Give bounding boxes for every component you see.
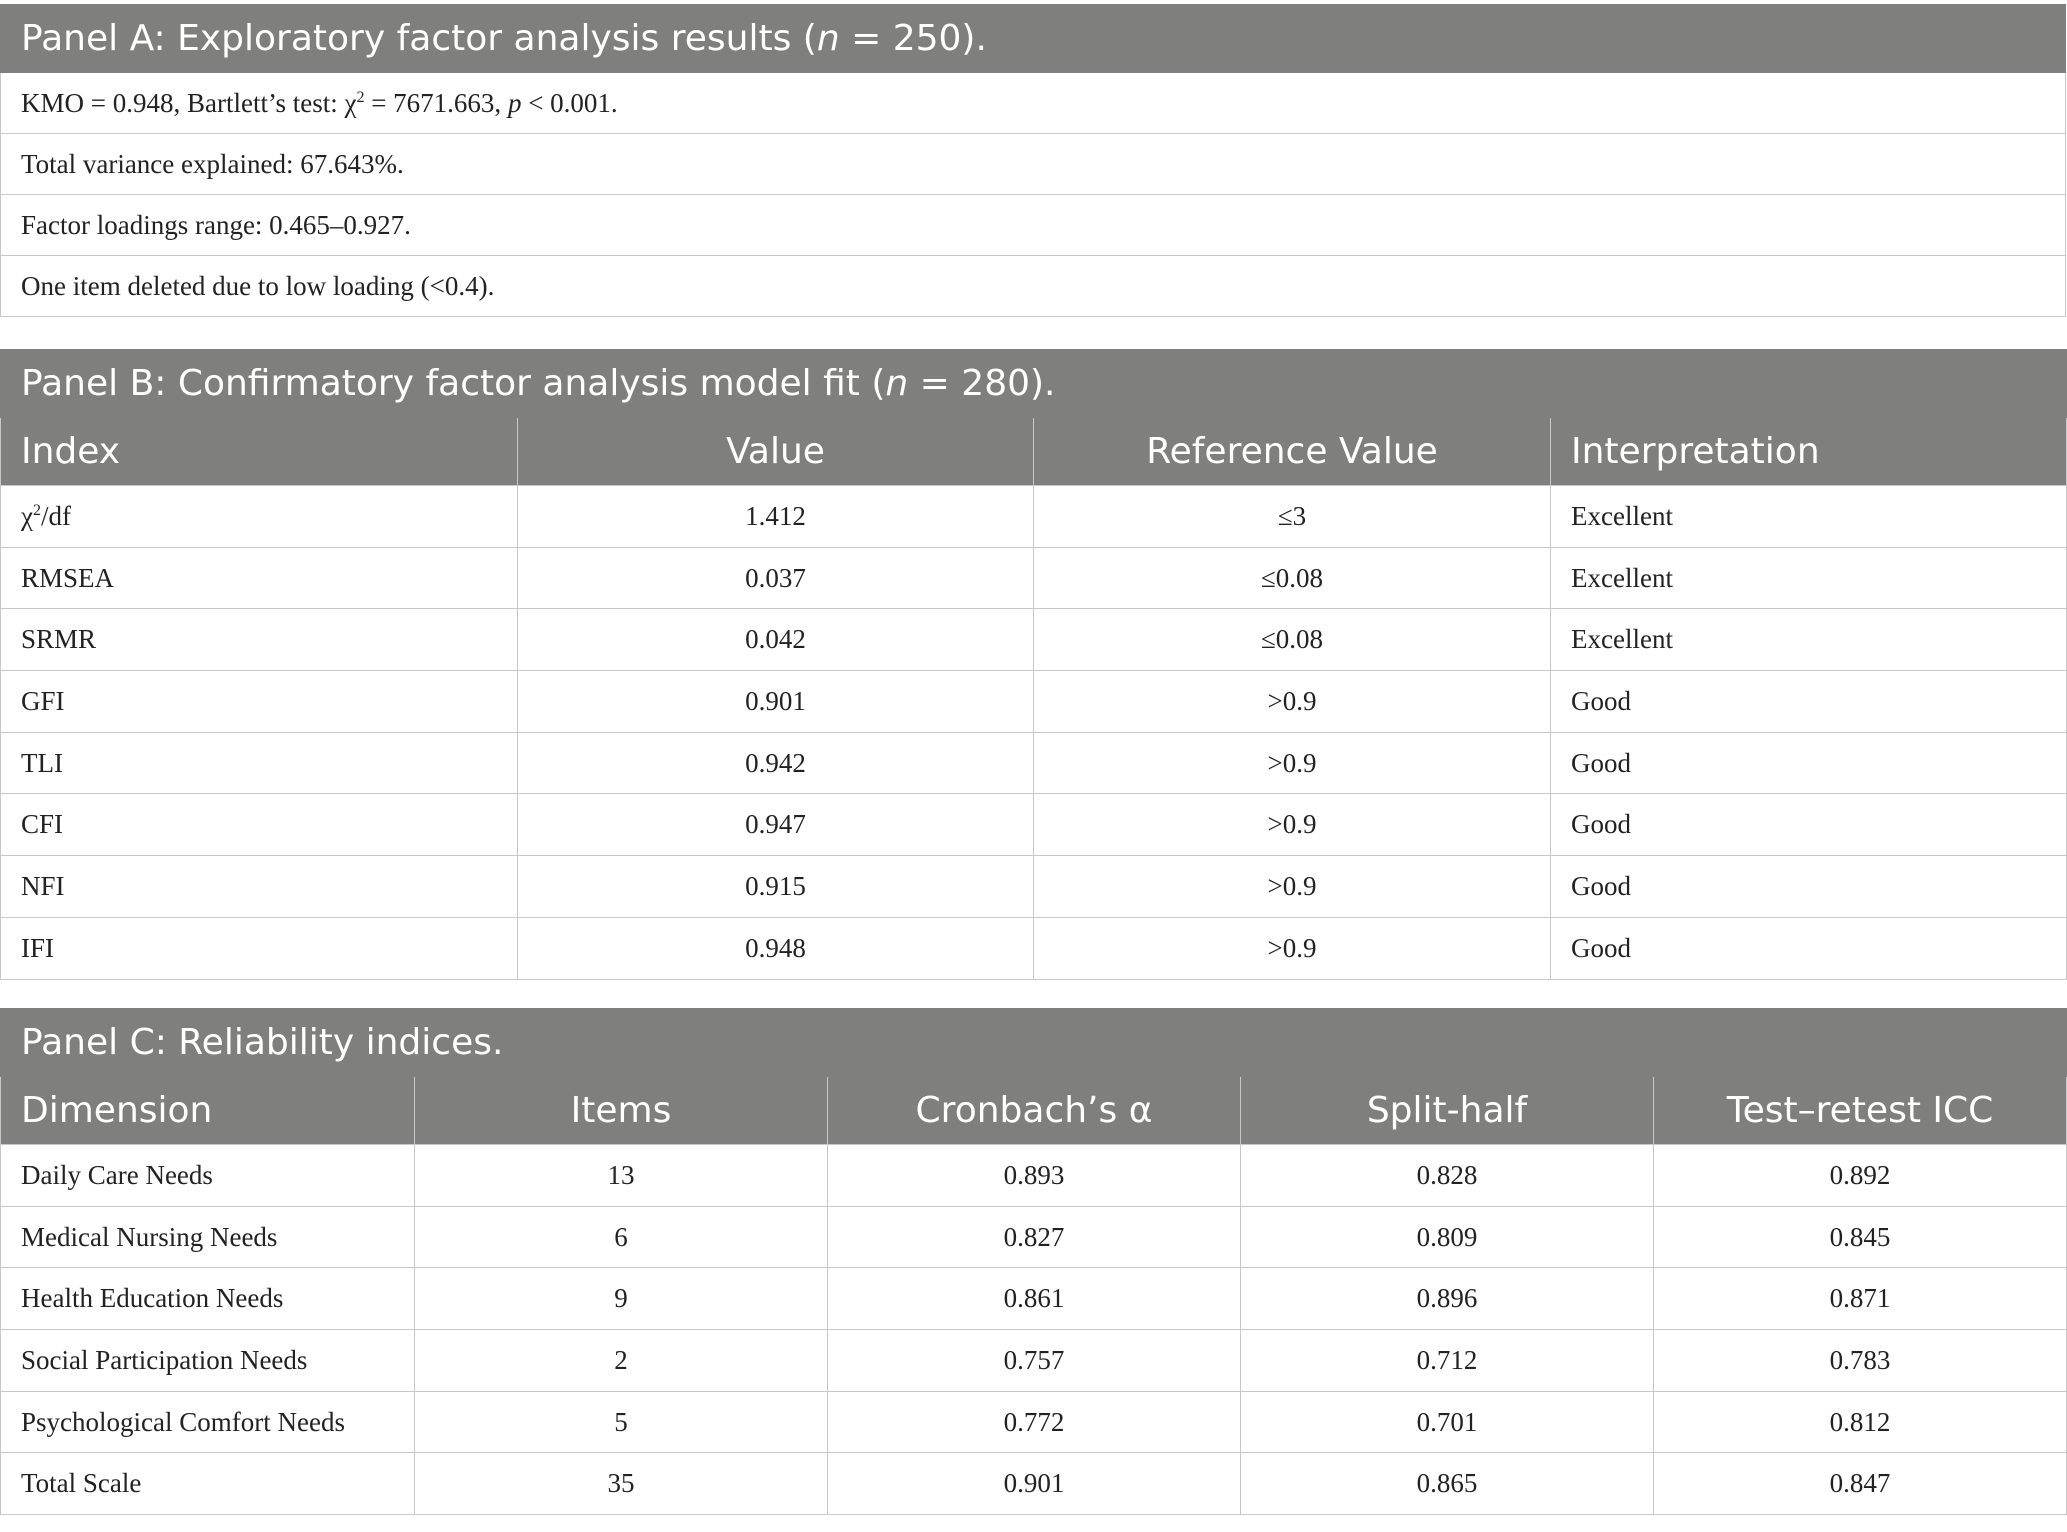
table-row xyxy=(1,609,2067,671)
column-header-split-half: Split-half xyxy=(1241,1077,1654,1145)
table-row xyxy=(1,671,2067,733)
table-row xyxy=(1,856,2067,918)
index-cell: CFI xyxy=(1,794,518,856)
items-cell: 13 xyxy=(415,1145,828,1207)
panel-c-title: Panel C: Reliability indices. xyxy=(1,1009,2067,1077)
alpha-cell: 0.861 xyxy=(828,1268,1241,1330)
split-half-cell: 0.701 xyxy=(1241,1391,1654,1453)
table-row xyxy=(1,256,2066,317)
reference-cell: >0.9 xyxy=(1034,671,1551,733)
table-row xyxy=(1,195,2066,256)
dimension-cell: Medical Nursing Needs xyxy=(1,1206,415,1268)
items-cell: 35 xyxy=(415,1453,828,1515)
interpretation-cell: Excellent xyxy=(1551,547,2067,609)
table-row xyxy=(1,486,2067,548)
interpretation-cell: Excellent xyxy=(1551,486,2067,548)
icc-cell: 0.871 xyxy=(1654,1268,2067,1330)
split-half-cell: 0.828 xyxy=(1241,1145,1654,1207)
index-cell: NFI xyxy=(1,856,518,918)
alpha-cell: 0.772 xyxy=(828,1391,1241,1453)
table-row xyxy=(1,1145,2067,1207)
index-cell: GFI xyxy=(1,671,518,733)
reference-cell: >0.9 xyxy=(1034,856,1551,918)
kmo-bartlett-cell: KMO = 0.948, Bartlett’s test: $\chi^2 = 7671.663$, p < 0.001. xyxy=(1,73,2066,134)
table-row xyxy=(1,547,2067,609)
panel-b-table xyxy=(0,349,2066,980)
value-cell: 0.948 xyxy=(518,917,1034,979)
value-cell: 1.412 xyxy=(518,486,1034,548)
items-cell: 9 xyxy=(415,1268,828,1330)
table-row xyxy=(1,1206,2067,1268)
interpretation-cell: Good xyxy=(1551,794,2067,856)
split-half-cell: 0.896 xyxy=(1241,1268,1654,1330)
icc-cell: 0.783 xyxy=(1654,1330,2067,1392)
reference-cell: >0.9 xyxy=(1034,917,1551,979)
column-header-test-retest-icc: Test–retest ICC xyxy=(1654,1077,2067,1145)
table-row xyxy=(1,917,2067,979)
table-row xyxy=(1,73,2066,134)
column-header-interpretation: Interpretation xyxy=(1551,418,2067,486)
index-cell: IFI xyxy=(1,917,518,979)
index-cell: SRMR xyxy=(1,609,518,671)
reference-cell: ≤0.08 xyxy=(1034,609,1551,671)
column-header-items: Items xyxy=(415,1077,828,1145)
dimension-cell: Daily Care Needs xyxy=(1,1145,415,1207)
index-cell: RMSEA xyxy=(1,547,518,609)
alpha-cell: 0.827 xyxy=(828,1206,1241,1268)
index-cell: TLI xyxy=(1,732,518,794)
alpha-cell: 0.757 xyxy=(828,1330,1241,1392)
dimension-cell: Health Education Needs xyxy=(1,1268,415,1330)
table-row xyxy=(1,794,2067,856)
interpretation-cell: Good xyxy=(1551,732,2067,794)
reference-cell: >0.9 xyxy=(1034,732,1551,794)
interpretation-cell: Good xyxy=(1551,917,2067,979)
panel-b-title: Panel B: Confirmatory factor analysis model fit (n = 280). xyxy=(1,350,2067,418)
dimension-cell: Social Participation Needs xyxy=(1,1330,415,1392)
items-cell: 6 xyxy=(415,1206,828,1268)
icc-cell: 0.812 xyxy=(1654,1391,2067,1453)
reference-cell: ≤0.08 xyxy=(1034,547,1551,609)
value-cell: 0.037 xyxy=(518,547,1034,609)
alpha-cell: 0.901 xyxy=(828,1453,1241,1515)
header-row xyxy=(1,1077,2067,1145)
value-cell: 0.042 xyxy=(518,609,1034,671)
icc-cell: 0.892 xyxy=(1654,1145,2067,1207)
variance-explained-cell: Total variance explained: 67.643%. xyxy=(1,134,2066,195)
interpretation-cell: Excellent xyxy=(1551,609,2067,671)
column-header-dimension: Dimension xyxy=(1,1077,415,1145)
table-row xyxy=(1,1268,2067,1330)
reference-cell: ≤3 xyxy=(1034,486,1551,548)
interpretation-cell: Good xyxy=(1551,856,2067,918)
split-half-cell: 0.865 xyxy=(1241,1453,1654,1515)
table-row xyxy=(1,1330,2067,1392)
table-row xyxy=(1,1391,2067,1453)
items-cell: 5 xyxy=(415,1391,828,1453)
item-deleted-cell: One item deleted due to low loading (<0.4). xyxy=(1,256,2066,317)
loadings-range-cell: Factor loadings range: 0.465–0.927. xyxy=(1,195,2066,256)
alpha-cell: 0.893 xyxy=(828,1145,1241,1207)
dimension-cell: Psychological Comfort Needs xyxy=(1,1391,415,1453)
table-row xyxy=(1,1453,2067,1515)
index-cell: $\chi^2/df$ xyxy=(1,486,518,548)
column-header-index: Index xyxy=(1,418,518,486)
header-row xyxy=(1,418,2067,486)
panel-c-table xyxy=(0,1008,2066,1515)
icc-cell: 0.845 xyxy=(1654,1206,2067,1268)
dimension-cell: Total Scale xyxy=(1,1453,415,1515)
column-header-value: Value xyxy=(518,418,1034,486)
split-half-cell: 0.712 xyxy=(1241,1330,1654,1392)
value-cell: 0.915 xyxy=(518,856,1034,918)
value-cell: 0.947 xyxy=(518,794,1034,856)
table-row xyxy=(1,732,2067,794)
panel-a-title: Panel A: Exploratory factor analysis results (n = 250). xyxy=(1,5,2066,73)
interpretation-cell: Good xyxy=(1551,671,2067,733)
reference-cell: >0.9 xyxy=(1034,794,1551,856)
table-row xyxy=(1,134,2066,195)
value-cell: 0.901 xyxy=(518,671,1034,733)
split-half-cell: 0.809 xyxy=(1241,1206,1654,1268)
panel-a-table xyxy=(0,4,2066,317)
icc-cell: 0.847 xyxy=(1654,1453,2067,1515)
column-header-cronbach-alpha: Cronbach’s α xyxy=(828,1077,1241,1145)
column-header-reference: Reference Value xyxy=(1034,418,1551,486)
items-cell: 2 xyxy=(415,1330,828,1392)
value-cell: 0.942 xyxy=(518,732,1034,794)
